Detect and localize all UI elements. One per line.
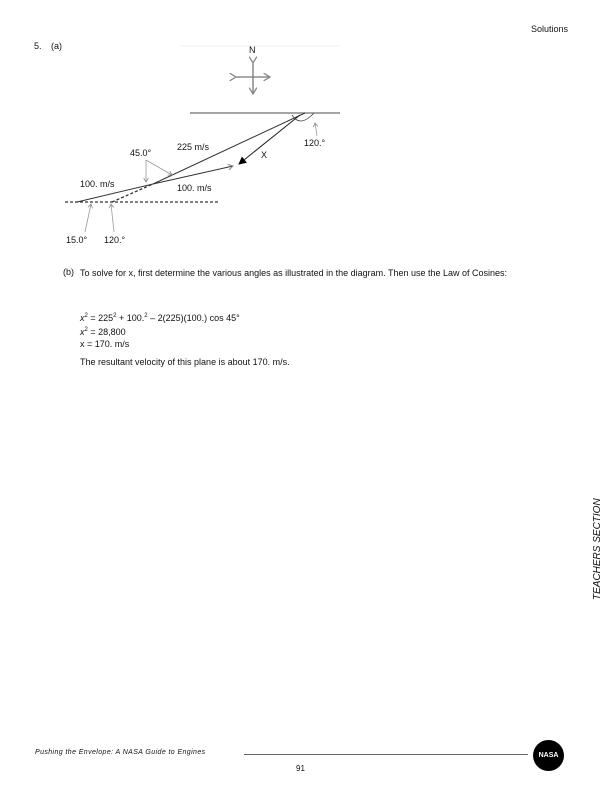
label-x: X [261, 150, 268, 160]
page-number: 91 [296, 764, 305, 773]
solution-intro: To solve for x, first determine the various angles as illustrated in the diagram. Then use the Law of Cosines: [80, 268, 508, 278]
sidebar-label: TEACHERS SECTION [592, 498, 603, 600]
part-a-label: (a) [51, 41, 62, 51]
vector-225 [153, 113, 305, 184]
header-section: Solutions [531, 24, 569, 34]
label-45: 45.0° [130, 148, 152, 158]
angle-pointers [85, 123, 317, 232]
nasa-logo: NASA [533, 740, 564, 771]
equations [80, 310, 240, 350]
problem-number: 5. [34, 41, 42, 51]
label-120-bottom: 120.° [104, 235, 126, 245]
footer-title: Pushing the Envelope: A NASA Guide to Engines [35, 749, 206, 756]
vector-100-second [153, 166, 233, 184]
dashed-extension [112, 184, 153, 202]
label-120-top: 120.° [304, 138, 326, 148]
label-225: 225 m/s [177, 142, 210, 152]
equation-1: $x^2 = 225^2 + 100.^2 - 2(225)(100.)$ cos 45° [80, 313, 240, 323]
vector-diagram [0, 0, 612, 260]
part-b-label: (b) [63, 267, 74, 277]
label-100-first: 100. m/s [80, 179, 115, 189]
north-label: N [249, 45, 256, 55]
equation-2: $x^2 = 28,800$ [80, 327, 126, 337]
conclusion: The resultant velocity of this plane is about 170. m/s. [80, 357, 290, 367]
equation-3: x = 170. m/s [80, 339, 130, 349]
label-100-second: 100. m/s [177, 183, 212, 193]
compass-icon [236, 63, 270, 94]
label-15: 15.0° [66, 235, 88, 245]
footer-rule [244, 754, 528, 755]
